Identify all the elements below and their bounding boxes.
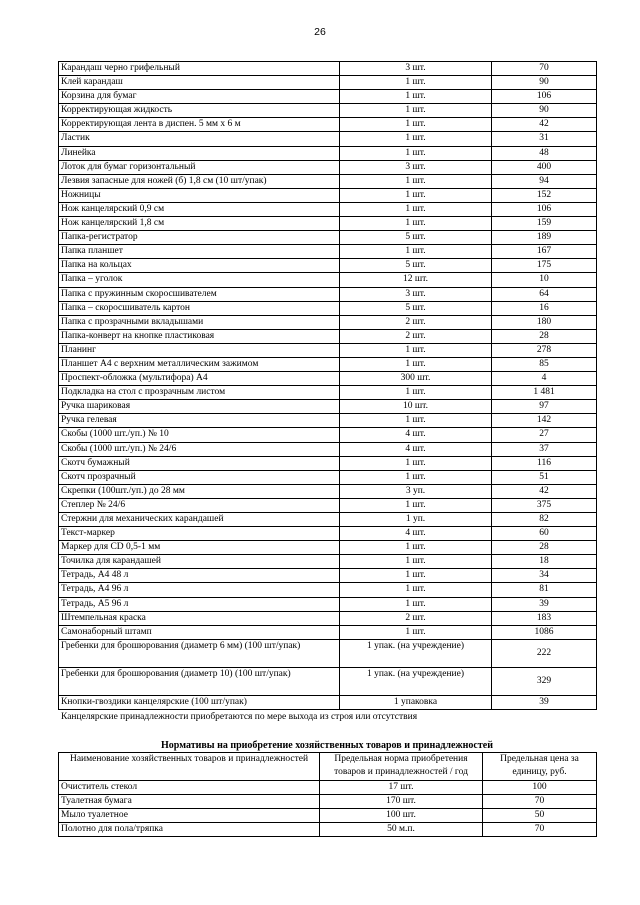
- cell-name: Проспект-обложка (мультифора) А4: [59, 372, 340, 386]
- cell-price: 175: [492, 259, 597, 273]
- table-row: [59, 188, 597, 202]
- cell-quantity: 3 шт.: [340, 160, 492, 174]
- table-row: [59, 386, 597, 400]
- cell-quantity: 1 шт.: [340, 90, 492, 104]
- cell-name: Скотч бумажный: [59, 456, 340, 470]
- cell-price: 1 481: [492, 386, 597, 400]
- table-row: [59, 583, 597, 597]
- cell-price: 189: [492, 231, 597, 245]
- cell-name: Гребенки для брошюрования (диаметр 6 мм) (100 шт/упак): [59, 639, 340, 667]
- cell-price: 70: [483, 794, 597, 808]
- table-row: [59, 160, 597, 174]
- cell-quantity: 100 шт.: [320, 808, 483, 822]
- cell-name: Тетрадь, А4 48 л: [59, 569, 340, 583]
- cell-quantity: 1 шт.: [340, 188, 492, 202]
- table-row: [59, 132, 597, 146]
- cell-quantity: 170 шт.: [320, 794, 483, 808]
- table-row: [59, 343, 597, 357]
- cell-price: 159: [492, 217, 597, 231]
- table-row: [59, 611, 597, 625]
- cell-price: 90: [492, 76, 597, 90]
- cell-name: Кнопки-гвоздики канцелярские (100 шт/упак): [59, 695, 340, 709]
- cell-price: 278: [492, 343, 597, 357]
- cell-price: 4: [492, 372, 597, 386]
- cell-price: 106: [492, 90, 597, 104]
- header-norm: Предельная норма приобретения товаров и принадлежностей / год: [320, 753, 483, 781]
- table-row: [59, 555, 597, 569]
- cell-price: 31: [492, 132, 597, 146]
- table-row: [59, 287, 597, 301]
- cell-price: 222: [492, 639, 597, 667]
- cell-price: 85: [492, 357, 597, 371]
- cell-price: 28: [492, 541, 597, 555]
- cell-price: 39: [492, 695, 597, 709]
- cell-name: Лезвия запасные для ножей (б) 1,8 см (10 шт/упак): [59, 174, 340, 188]
- stationery-table: [58, 61, 597, 710]
- table-row: [59, 118, 597, 132]
- cell-quantity: 1 упаковка: [340, 695, 492, 709]
- cell-quantity: 5 шт.: [340, 231, 492, 245]
- table-row: [59, 597, 597, 611]
- cell-price: 16: [492, 301, 597, 315]
- table-row: [59, 527, 597, 541]
- household-table-header-row: [59, 753, 597, 781]
- cell-name: Линейка: [59, 146, 340, 160]
- cell-quantity: 4 шт.: [340, 428, 492, 442]
- cell-name: Тетрадь, А5 96 л: [59, 597, 340, 611]
- table-row: [59, 372, 597, 386]
- cell-quantity: 1 шт.: [340, 470, 492, 484]
- table-row: [59, 667, 597, 695]
- header-price: Предельная цена за единицу, руб.: [483, 753, 597, 781]
- table-row: [59, 470, 597, 484]
- cell-quantity: 12 шт.: [340, 273, 492, 287]
- household-table-title: Нормативы на приобретение хозяйственных товаров и принадлежностей: [161, 740, 493, 751]
- cell-name: Полотно для пола/тряпка: [59, 822, 320, 836]
- table-row: [59, 498, 597, 512]
- cell-quantity: 1 шт.: [340, 132, 492, 146]
- cell-name: Очиститель стекол: [59, 780, 320, 794]
- cell-price: 81: [492, 583, 597, 597]
- table-row: [59, 695, 597, 709]
- table-row: [59, 569, 597, 583]
- cell-price: 34: [492, 569, 597, 583]
- cell-quantity: 1 шт.: [340, 625, 492, 639]
- cell-price: 90: [492, 104, 597, 118]
- cell-name: Папка – скоросшиватель картон: [59, 301, 340, 315]
- cell-price: 94: [492, 174, 597, 188]
- cell-quantity: 1 уп.: [340, 513, 492, 527]
- table-row: [59, 62, 597, 76]
- cell-name: Текст-маркер: [59, 527, 340, 541]
- cell-name: Нож канцелярский 0,9 см: [59, 202, 340, 216]
- cell-quantity: 3 уп.: [340, 484, 492, 498]
- table-row: [59, 217, 597, 231]
- cell-price: 60: [492, 527, 597, 541]
- household-table-body: [59, 780, 597, 836]
- cell-quantity: 1 шт.: [340, 217, 492, 231]
- cell-name: Папка – уголок: [59, 273, 340, 287]
- table-row: [59, 357, 597, 371]
- cell-price: 400: [492, 160, 597, 174]
- cell-name: Ластик: [59, 132, 340, 146]
- cell-price: 39: [492, 597, 597, 611]
- cell-quantity: 1 шт.: [340, 456, 492, 470]
- cell-quantity: 5 шт.: [340, 301, 492, 315]
- table-row: [59, 245, 597, 259]
- cell-quantity: 1 шт.: [340, 245, 492, 259]
- cell-price: 142: [492, 414, 597, 428]
- header-name: Наименование хозяйственных товаров и принадлежностей: [59, 753, 320, 781]
- table-row: [59, 315, 597, 329]
- table-row: [59, 90, 597, 104]
- cell-price: 10: [492, 273, 597, 287]
- cell-price: 106: [492, 202, 597, 216]
- table-row: [59, 822, 597, 836]
- cell-name: Скобы (1000 шт./уп.) № 10: [59, 428, 340, 442]
- cell-quantity: 4 шт.: [340, 442, 492, 456]
- cell-quantity: 5 шт.: [340, 259, 492, 273]
- cell-name: Скотч прозрачный: [59, 470, 340, 484]
- cell-quantity: 1 шт.: [340, 555, 492, 569]
- cell-name: Скрепки (100шт./уп.) до 28 мм: [59, 484, 340, 498]
- cell-price: 116: [492, 456, 597, 470]
- cell-name: Стержни для механических карандашей: [59, 513, 340, 527]
- cell-quantity: 1 шт.: [340, 498, 492, 512]
- cell-quantity: 1 шт.: [340, 386, 492, 400]
- cell-price: 48: [492, 146, 597, 160]
- cell-price: 152: [492, 188, 597, 202]
- cell-price: 100: [483, 780, 597, 794]
- cell-price: 180: [492, 315, 597, 329]
- cell-name: Ручка шариковая: [59, 400, 340, 414]
- table-row: [59, 484, 597, 498]
- cell-name: Гребенки для брошюрования (диаметр 10) (100 шт/упак): [59, 667, 340, 695]
- table-row: [59, 541, 597, 555]
- table-row: [59, 259, 597, 273]
- cell-name: Лоток для бумаг горизонтальный: [59, 160, 340, 174]
- cell-price: 51: [492, 470, 597, 484]
- cell-price: 70: [492, 62, 597, 76]
- cell-name: Туалетная бумага: [59, 794, 320, 808]
- table-row: [59, 400, 597, 414]
- table-row: [59, 329, 597, 343]
- cell-price: 42: [492, 484, 597, 498]
- cell-quantity: 1 шт.: [340, 414, 492, 428]
- table-row: [59, 414, 597, 428]
- table-row: [59, 625, 597, 639]
- table-row: [59, 442, 597, 456]
- table-row: [59, 513, 597, 527]
- cell-price: 82: [492, 513, 597, 527]
- table-row: [59, 456, 597, 470]
- cell-quantity: 50 м.п.: [320, 822, 483, 836]
- table-row: [59, 231, 597, 245]
- cell-name: Папка с пружинным скоросшивателем: [59, 287, 340, 301]
- table-row: [59, 174, 597, 188]
- cell-name: Тетрадь, А4 96 л: [59, 583, 340, 597]
- cell-price: 167: [492, 245, 597, 259]
- cell-price: 70: [483, 822, 597, 836]
- cell-name: Папка планшет: [59, 245, 340, 259]
- cell-name: Папка-конверт на кнопке пластиковая: [59, 329, 340, 343]
- cell-name: Папка-регистратор: [59, 231, 340, 245]
- table-row: [59, 428, 597, 442]
- cell-quantity: 2 шт.: [340, 611, 492, 625]
- cell-quantity: 3 шт.: [340, 287, 492, 301]
- cell-name: Клей карандаш: [59, 76, 340, 90]
- cell-quantity: 2 шт.: [340, 315, 492, 329]
- table-row: [59, 146, 597, 160]
- cell-quantity: 1 упак. (на учреждение): [340, 639, 492, 667]
- cell-quantity: 1 шт.: [340, 597, 492, 611]
- cell-name: Планшет А4 с верхним металлическим зажимом: [59, 357, 340, 371]
- page-number: 26: [314, 26, 326, 38]
- cell-name: Мыло туалетное: [59, 808, 320, 822]
- cell-quantity: 1 шт.: [340, 118, 492, 132]
- cell-name: Планинг: [59, 343, 340, 357]
- cell-name: Маркер для CD 0,5-1 мм: [59, 541, 340, 555]
- cell-price: 28: [492, 329, 597, 343]
- cell-name: Ручка гелевая: [59, 414, 340, 428]
- cell-name: Точилка для карандашей: [59, 555, 340, 569]
- cell-price: 42: [492, 118, 597, 132]
- table-note: Канцелярские принадлежности приобретаются по мере выхода из строя или отсутствия: [61, 712, 418, 722]
- cell-price: 329: [492, 667, 597, 695]
- table-row: [59, 104, 597, 118]
- table-row: [59, 794, 597, 808]
- cell-name: Скобы (1000 шт./уп.) № 24/6: [59, 442, 340, 456]
- cell-quantity: 1 шт.: [340, 146, 492, 160]
- table-row: [59, 301, 597, 315]
- cell-name: Степлер № 24/6: [59, 498, 340, 512]
- cell-name: Папка на кольцах: [59, 259, 340, 273]
- cell-quantity: 1 шт.: [340, 76, 492, 90]
- cell-price: 37: [492, 442, 597, 456]
- cell-quantity: 1 шт.: [340, 202, 492, 216]
- cell-quantity: 300 шт.: [340, 372, 492, 386]
- cell-name: Самонаборный штамп: [59, 625, 340, 639]
- cell-name: Папка с прозрачными вкладышами: [59, 315, 340, 329]
- cell-name: Нож канцелярский 1,8 см: [59, 217, 340, 231]
- stationery-table-body: [59, 62, 597, 710]
- cell-quantity: 1 шт.: [340, 174, 492, 188]
- cell-price: 97: [492, 400, 597, 414]
- cell-quantity: 1 шт.: [340, 343, 492, 357]
- cell-quantity: 1 шт.: [340, 541, 492, 555]
- cell-quantity: 10 шт.: [340, 400, 492, 414]
- cell-price: 375: [492, 498, 597, 512]
- cell-quantity: 1 упак. (на учреждение): [340, 667, 492, 695]
- cell-quantity: 1 шт.: [340, 583, 492, 597]
- cell-price: 64: [492, 287, 597, 301]
- cell-quantity: 3 шт.: [340, 62, 492, 76]
- table-row: [59, 202, 597, 216]
- cell-price: 18: [492, 555, 597, 569]
- cell-name: Подкладка на стол с прозрачным листом: [59, 386, 340, 400]
- cell-price: 1086: [492, 625, 597, 639]
- cell-name: Корзина для бумаг: [59, 90, 340, 104]
- cell-price: 183: [492, 611, 597, 625]
- cell-quantity: 17 шт.: [320, 780, 483, 794]
- cell-price: 27: [492, 428, 597, 442]
- cell-quantity: 1 шт.: [340, 357, 492, 371]
- cell-price: 50: [483, 808, 597, 822]
- table-row: [59, 639, 597, 667]
- table-row: [59, 808, 597, 822]
- table-row: [59, 76, 597, 90]
- cell-name: Штемпельная краска: [59, 611, 340, 625]
- cell-name: Корректирующая жидкость: [59, 104, 340, 118]
- table-row: [59, 780, 597, 794]
- household-table: [58, 752, 597, 837]
- cell-name: Карандаш черно грифельный: [59, 62, 340, 76]
- cell-quantity: 2 шт.: [340, 329, 492, 343]
- cell-name: Ножницы: [59, 188, 340, 202]
- cell-name: Корректирующая лента в диспен. 5 мм х 6 м: [59, 118, 340, 132]
- cell-quantity: 1 шт.: [340, 104, 492, 118]
- table-row: [59, 273, 597, 287]
- cell-quantity: 4 шт.: [340, 527, 492, 541]
- cell-quantity: 1 шт.: [340, 569, 492, 583]
